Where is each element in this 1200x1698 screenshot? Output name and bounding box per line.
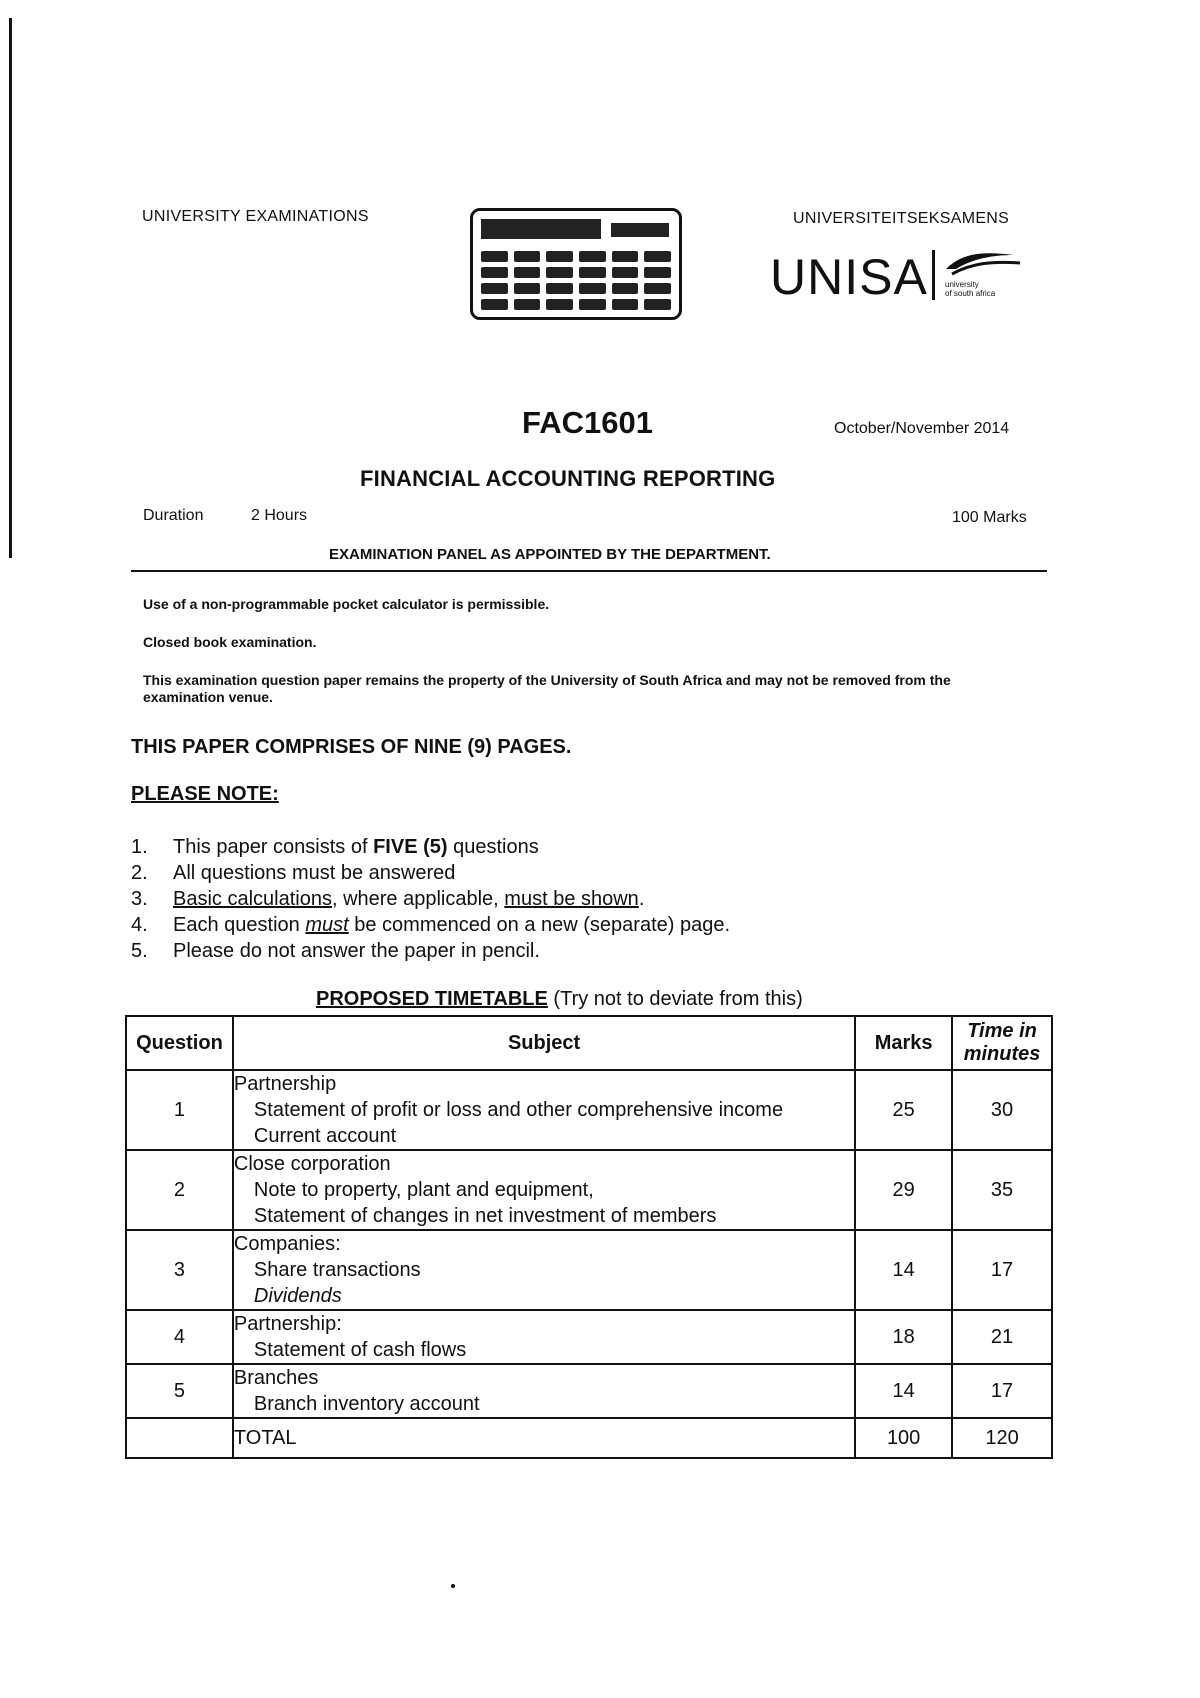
note-number: 1. — [131, 836, 148, 858]
unisa-tagline-line-1: university — [945, 280, 979, 289]
note-item-4: 4. Each question must be commenced on a new (separate) page. — [131, 914, 731, 936]
table-total-row — [126, 1418, 1052, 1458]
timetable-subtitle: (Try not to deviate from this) — [547, 988, 803, 1010]
subject-main: Partnership — [233, 1073, 337, 1095]
notes-list — [131, 834, 730, 964]
total-label: TOTAL — [233, 1418, 855, 1458]
time-cell: 30 — [952, 1070, 1052, 1150]
exam-session: October/November 2014 — [834, 420, 1010, 437]
note-item-3: 3. Basic calculations, where applicable, must be shown. — [131, 888, 645, 910]
subject-cell — [233, 1310, 855, 1364]
timetable-title-main: PROPOSED TIMETABLE — [316, 988, 548, 1010]
subject-main: Branches — [233, 1367, 319, 1389]
subject-main: Partnership: — [233, 1313, 342, 1335]
unisa-tagline-line-2: of south africa — [945, 289, 996, 298]
total-question-cell — [126, 1418, 233, 1458]
marks-cell: 29 — [855, 1150, 952, 1230]
total-marks-cell: 100 — [855, 1418, 952, 1458]
timetable-table — [125, 1015, 1053, 1459]
header-time: Time in minutes — [952, 1016, 1052, 1070]
note-item-5: 5. Please do not answer the paper in pencil. — [131, 940, 540, 962]
subject-cell — [233, 1364, 855, 1418]
duration-value: 2 Hours — [251, 507, 308, 524]
subject-cell — [233, 1150, 855, 1230]
subject-line: Statement of changes in net investment of members — [253, 1205, 717, 1227]
unisa-swoosh-icon — [942, 247, 1022, 277]
time-cell: 21 — [952, 1310, 1052, 1364]
question-number: 5 — [126, 1364, 233, 1418]
total-marks: 100 Marks — [952, 509, 1027, 526]
header-left-text: UNIVERSITY EXAMINATIONS — [142, 208, 369, 225]
timetable-title — [316, 988, 803, 1011]
header-question: Question — [126, 1016, 233, 1070]
stray-dot — [451, 1584, 455, 1588]
question-number: 2 — [126, 1150, 233, 1230]
subject-line: Note to property, plant and equipment, — [253, 1179, 594, 1201]
header-right-text: UNIVERSITEITSEKSAMENS — [793, 210, 1010, 227]
note-item-2: 2. All questions must be answered — [131, 862, 456, 884]
note-number: 5. — [131, 940, 148, 962]
question-number: 1 — [126, 1070, 233, 1150]
subject-line: Current account — [253, 1125, 397, 1147]
subject-line: Share transactions — [253, 1259, 421, 1281]
time-cell: 17 — [952, 1364, 1052, 1418]
table-row — [126, 1230, 1052, 1310]
instruction-property: This examination question paper remains the property of the University of South Africa and may not be removed from the examination venue. — [143, 672, 951, 705]
subject-line: Statement of cash flows — [253, 1339, 467, 1361]
total-time-cell: 120 — [952, 1418, 1052, 1458]
time-cell: 17 — [952, 1230, 1052, 1310]
table-row — [126, 1310, 1052, 1364]
marks-cell: 14 — [855, 1230, 952, 1310]
note-number: 4. — [131, 914, 148, 936]
subject-cell — [233, 1070, 855, 1150]
note-item-1: 1. This paper consists of FIVE (5) questions — [131, 836, 539, 858]
unisa-logo-divider — [932, 250, 935, 300]
table-row — [126, 1150, 1052, 1230]
table-header-row — [126, 1016, 1052, 1070]
subject-main: Close corporation — [233, 1153, 391, 1175]
question-number: 3 — [126, 1230, 233, 1310]
subject-cell — [233, 1230, 855, 1310]
subject-line: Dividends — [253, 1285, 342, 1307]
question-number: 4 — [126, 1310, 233, 1364]
course-code: FAC1601 — [522, 405, 653, 440]
note-number: 3. — [131, 888, 148, 910]
marks-cell: 14 — [855, 1364, 952, 1418]
instruction-closed-book: Closed book examination. — [143, 634, 317, 650]
subject-main: Companies: — [233, 1233, 341, 1255]
unisa-tagline — [945, 280, 995, 298]
note-number: 2. — [131, 862, 148, 884]
duration-label: Duration — [143, 507, 204, 524]
calculator-icon — [470, 208, 682, 320]
table-row — [126, 1070, 1052, 1150]
page-count-statement: THIS PAPER COMPRISES OF NINE (9) PAGES. — [131, 736, 572, 758]
examination-panel: EXAMINATION PANEL AS APPOINTED BY THE DEPARTMENT. — [329, 546, 771, 563]
table-row — [126, 1364, 1052, 1418]
margin-rule — [9, 18, 12, 558]
please-note-heading: PLEASE NOTE: — [131, 783, 279, 805]
header-divider — [131, 570, 1047, 572]
marks-cell: 18 — [855, 1310, 952, 1364]
exam-title: FINANCIAL ACCOUNTING REPORTING — [360, 466, 776, 491]
header-marks: Marks — [855, 1016, 952, 1070]
marks-cell: 25 — [855, 1070, 952, 1150]
subject-line: Statement of profit or loss and other comprehensive income — [253, 1099, 784, 1121]
header-subject: Subject — [233, 1016, 855, 1070]
unisa-logo: UNISA — [770, 249, 928, 305]
subject-line: Branch inventory account — [253, 1393, 480, 1415]
instruction-calculator: Use of a non-programmable pocket calculator is permissible. — [143, 596, 550, 612]
time-cell: 35 — [952, 1150, 1052, 1230]
